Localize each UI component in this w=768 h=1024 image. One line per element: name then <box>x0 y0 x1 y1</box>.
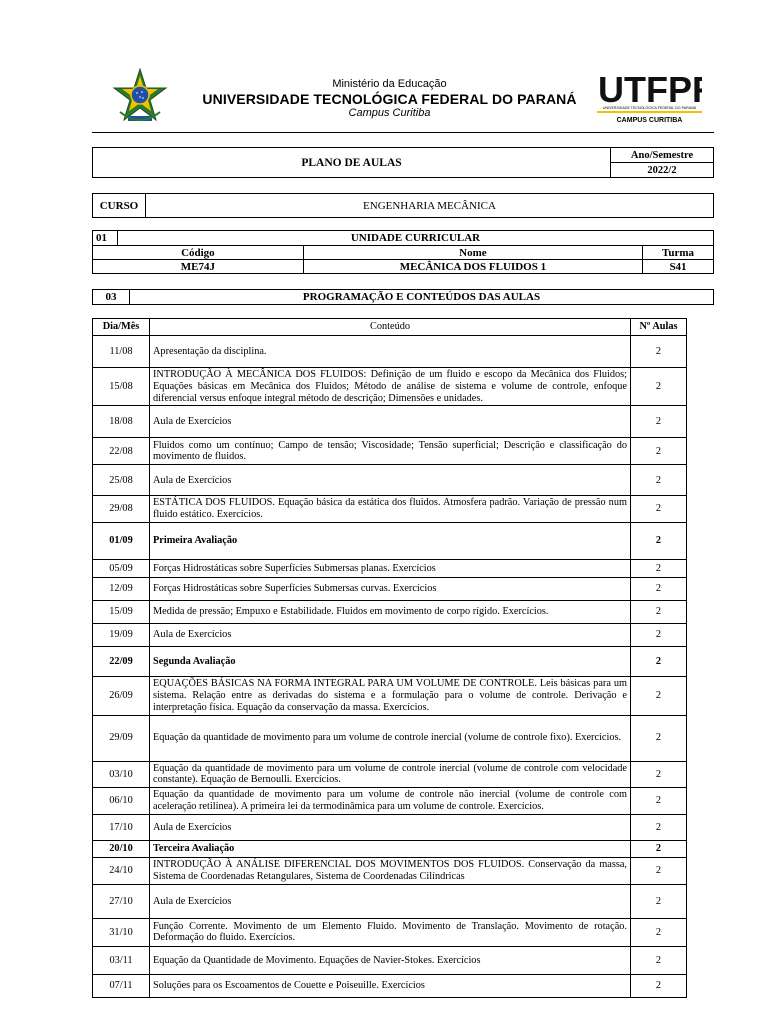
row-content: Aula de Exercícios <box>150 884 631 918</box>
utfpr-logo-text: UTFP <box>598 70 692 106</box>
row-aulas: 2 <box>631 465 687 496</box>
row-aulas: 2 <box>631 523 687 560</box>
row-aulas: 2 <box>631 368 687 406</box>
table-row <box>93 974 687 997</box>
row-date: 26/09 <box>93 677 150 715</box>
ano-semestre-label: Ano/Semestre <box>611 148 714 163</box>
header-aulas: Nº Aulas <box>631 319 687 336</box>
table-row <box>93 465 687 496</box>
row-aulas: 2 <box>631 677 687 715</box>
utfpr-logo <box>597 70 702 128</box>
row-date: 18/08 <box>93 406 150 438</box>
row-aulas: 2 <box>631 840 687 857</box>
plano-table <box>92 147 714 178</box>
row-date: 29/09 <box>93 715 150 761</box>
row-date: 06/10 <box>93 788 150 815</box>
row-content: INTRODUÇÃO À ANÁLISE DIFERENCIAL DOS MOVIMENTOS DOS FLUIDOS. Conservação da massa, Sistema de Coordenadas Retangulares, Sistema de Coordenadas Cilíndricas <box>150 857 631 884</box>
header-text <box>192 78 587 119</box>
table-row <box>93 761 687 788</box>
row-date: 07/11 <box>93 974 150 997</box>
row-content: EQUAÇÕES BÁSICAS NA FORMA INTEGRAL PARA UM VOLUME DE CONTROLE. Leis básicas para um sistema. Relação entre as derivadas do sistema e a formulação para o volume de controle. Derivação e interpretação física. Equação da conservação da massa. Exercícios. <box>150 677 631 715</box>
table-row <box>93 523 687 560</box>
table-row <box>93 647 687 677</box>
table-row <box>93 601 687 624</box>
brazil-coat-of-arms-icon <box>110 68 170 128</box>
table-row <box>93 884 687 918</box>
row-content: Equação da quantidade de movimento para um volume de controle inercial (volume de controle com velocidade constante). Equação de Bernoulli. Exercícios. <box>150 761 631 788</box>
row-aulas: 2 <box>631 601 687 624</box>
table-row <box>93 406 687 438</box>
row-date: 25/08 <box>93 465 150 496</box>
table-row <box>93 814 687 840</box>
curso-label: CURSO <box>93 194 146 218</box>
row-content: Função Corrente. Movimento de um Elemento Fluido. Movimento de Translação. Movimento de rotação. Deformação do fluido. Exercícios. <box>150 918 631 946</box>
utfpr-logo-rule <box>597 111 702 113</box>
table-row <box>93 788 687 815</box>
row-content: Medida de pressão; Empuxo e Estabilidade. Fluidos em movimento de corpo rígido. Exercícios. <box>150 601 631 624</box>
row-aulas: 2 <box>631 578 687 601</box>
row-aulas: 2 <box>631 884 687 918</box>
row-content: Segunda Avaliação <box>150 647 631 677</box>
row-content: Apresentação da disciplina. <box>150 336 631 368</box>
row-aulas: 2 <box>631 560 687 578</box>
row-aulas: 2 <box>631 761 687 788</box>
table-row <box>93 715 687 761</box>
turma-value: S41 <box>643 260 714 274</box>
table-row <box>93 368 687 406</box>
row-content: Fluidos como um contínuo; Campo de tensão; Viscosidade; Tensão superficial; Descrição e classificação do movimento de fluidos. <box>150 438 631 465</box>
row-content: Equação da quantidade de movimento para um volume de controle inercial (volume de controle fixo). Exercícios. <box>150 715 631 761</box>
table-row <box>93 677 687 715</box>
document-header <box>92 64 714 133</box>
table-row <box>93 336 687 368</box>
row-content: Forças Hidrostáticas sobre Superfícies Submersas planas. Exercícios <box>150 560 631 578</box>
row-content: Aula de Exercícios <box>150 814 631 840</box>
schedule-header-row <box>93 319 687 336</box>
table-row <box>93 918 687 946</box>
row-content: Soluções para os Escoamentos de Couette e Poiseuille. Exercícios <box>150 974 631 997</box>
row-content: ESTÁTICA DOS FLUIDOS. Equação básica da estática dos fluidos. Atmosfera padrão. Variação de pressão num fluido estático. Exercícios. <box>150 496 631 523</box>
row-aulas: 2 <box>631 336 687 368</box>
row-aulas: 2 <box>631 918 687 946</box>
table-row <box>93 496 687 523</box>
row-date: 15/08 <box>93 368 150 406</box>
row-date: 12/09 <box>93 578 150 601</box>
row-date: 20/10 <box>93 840 150 857</box>
row-aulas: 2 <box>631 496 687 523</box>
row-date: 22/08 <box>93 438 150 465</box>
curso-table <box>92 193 714 218</box>
ano-semestre-value: 2022/2 <box>611 163 714 178</box>
row-date: 29/08 <box>93 496 150 523</box>
table-row <box>93 857 687 884</box>
schedule-table <box>92 318 687 998</box>
row-date: 31/10 <box>93 918 150 946</box>
row-date: 24/10 <box>93 857 150 884</box>
unidade-title: UNIDADE CURRICULAR <box>118 231 714 246</box>
row-date: 05/09 <box>93 560 150 578</box>
row-aulas: 2 <box>631 438 687 465</box>
header-content: Conteúdo <box>150 319 631 336</box>
table-row <box>93 560 687 578</box>
row-date: 17/10 <box>93 814 150 840</box>
row-date: 15/09 <box>93 601 150 624</box>
row-content: Forças Hidrostáticas sobre Superfícies Submersas curvas. Exercícios <box>150 578 631 601</box>
codigo-value: ME74J <box>93 260 304 274</box>
row-date: 19/09 <box>93 624 150 647</box>
row-date: 01/09 <box>93 523 150 560</box>
row-content: Terceira Avaliação <box>150 840 631 857</box>
utfpr-logo-subtitle: UNIVERSIDADE TECNOLÓGICA FEDERAL DO PARANÁ <box>602 106 697 110</box>
university-name: UNIVERSIDADE TECNOLÓGICA FEDERAL DO PARANÁ <box>202 90 577 107</box>
row-date: 03/10 <box>93 761 150 788</box>
programacao-title: PROGRAMAÇÃO E CONTEÚDOS DAS AULAS <box>130 290 714 305</box>
utfpr-logo-campus: CAMPUS CURITIBA <box>616 117 683 124</box>
row-content: Aula de Exercícios <box>150 406 631 438</box>
ministry-label: Ministério da Educação <box>332 78 447 90</box>
row-aulas: 2 <box>631 857 687 884</box>
unidade-number: 01 <box>93 231 118 246</box>
unidade-curricular-table <box>92 230 714 274</box>
curso-value: ENGENHARIA MECÂNICA <box>146 194 714 218</box>
programacao-table <box>92 289 714 305</box>
row-aulas: 2 <box>631 647 687 677</box>
row-aulas: 2 <box>631 624 687 647</box>
table-row <box>93 624 687 647</box>
plano-title: PLANO DE AULAS <box>93 148 611 178</box>
table-row <box>93 438 687 465</box>
utfpr-logo-mark-icon <box>597 70 702 106</box>
schedule-body <box>93 319 687 998</box>
row-aulas: 2 <box>631 974 687 997</box>
row-aulas: 2 <box>631 715 687 761</box>
nome-value: MECÂNICA DOS FLUIDOS 1 <box>303 260 642 274</box>
nome-label: Nome <box>303 246 642 260</box>
row-aulas: 2 <box>631 946 687 974</box>
header-date: Dia/Mês <box>93 319 150 336</box>
row-content: Primeira Avaliação <box>150 523 631 560</box>
campus-label: Campus Curitiba <box>348 106 431 119</box>
codigo-label: Código <box>93 246 304 260</box>
row-date: 27/10 <box>93 884 150 918</box>
table-row <box>93 578 687 601</box>
turma-label: Turma <box>643 246 714 260</box>
row-content: INTRODUÇÃO À MECÂNICA DOS FLUIDOS: Definição de um fluido e escopo da Mecânica dos Fluidos; Equações básicas em Mecânica dos Fluidos; Método de análise de sistema e volume de controle, enfoque diferencial versus enfoque integral método de descrição; Dimensões e unidades. <box>150 368 631 406</box>
table-row <box>93 946 687 974</box>
row-aulas: 2 <box>631 788 687 815</box>
row-content: Aula de Exercícios <box>150 465 631 496</box>
row-content: Equação da Quantidade de Movimento. Equações de Navier-Stokes. Exercícios <box>150 946 631 974</box>
row-aulas: 2 <box>631 814 687 840</box>
row-date: 11/08 <box>93 336 150 368</box>
row-date: 03/11 <box>93 946 150 974</box>
row-content: Equação da quantidade de movimento para um volume de controle não inercial (volume de controle com aceleração retilínea). A primeira lei da termodinâmica para um volume de controle. Exercícios. <box>150 788 631 815</box>
row-date: 22/09 <box>93 647 150 677</box>
row-aulas: 2 <box>631 406 687 438</box>
programacao-number: 03 <box>93 290 130 305</box>
row-content: Aula de Exercícios <box>150 624 631 647</box>
table-row <box>93 840 687 857</box>
